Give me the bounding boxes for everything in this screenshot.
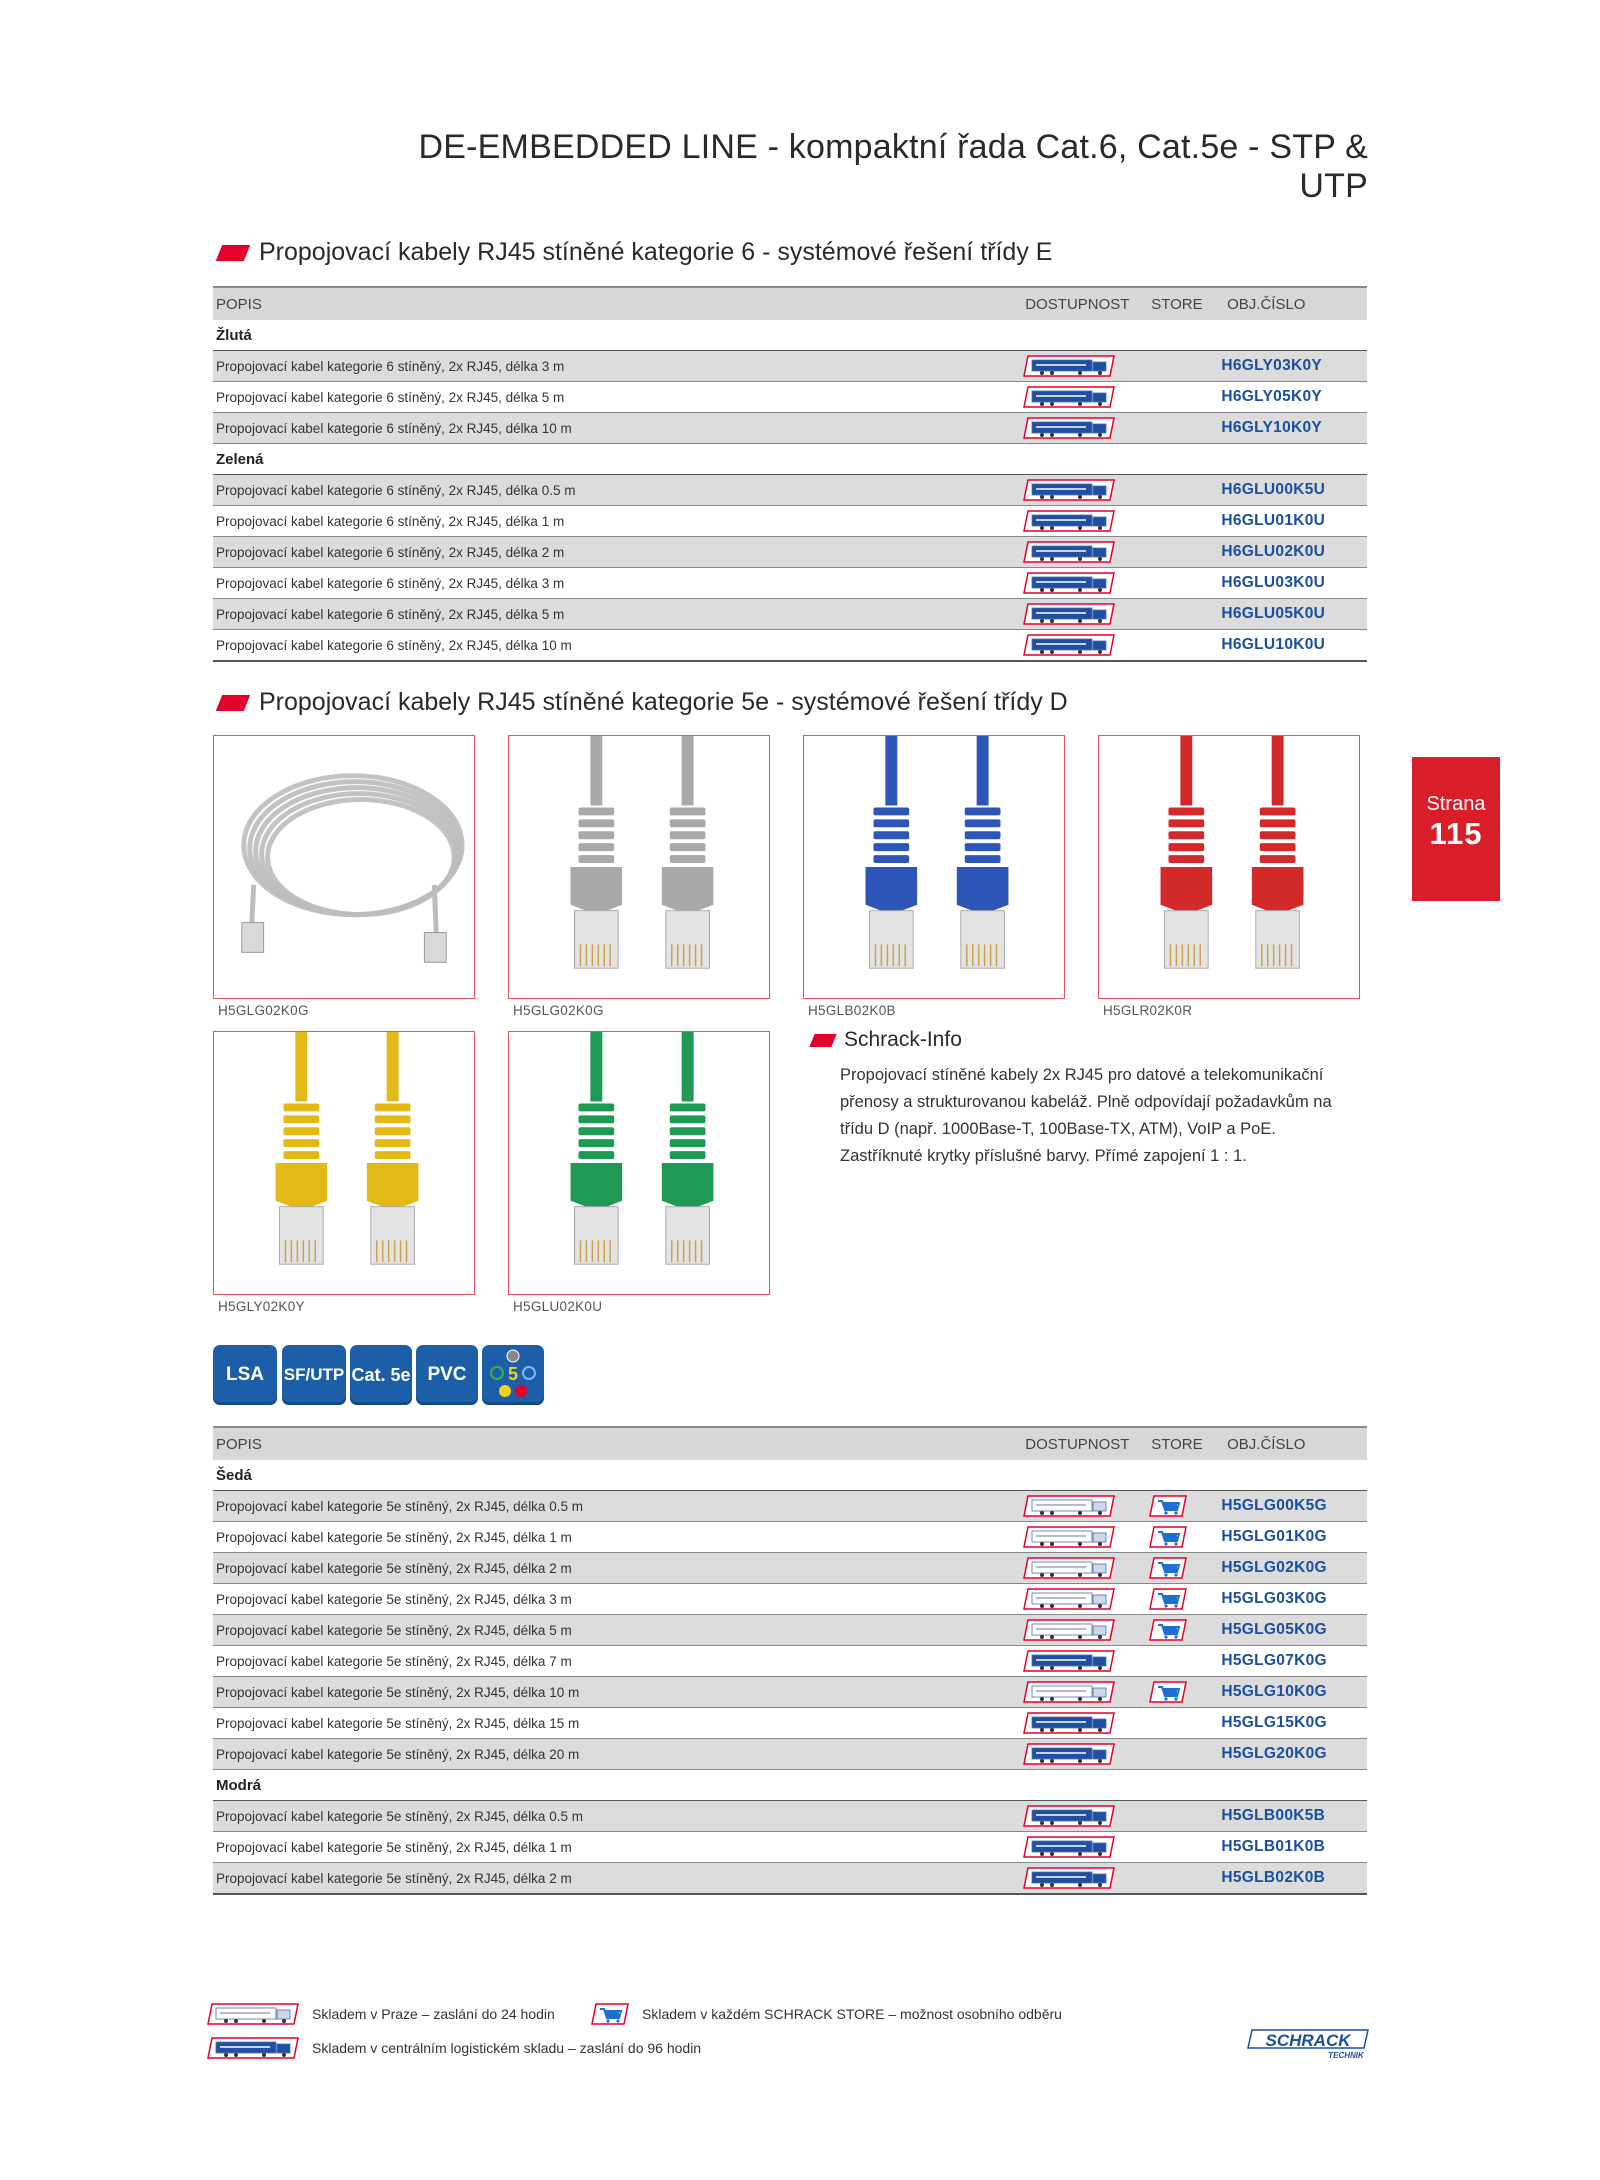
row-description: Propojovací kabel kategorie 6 stíněný, 2x RJ45, délka 3 m	[216, 575, 565, 591]
red-flag-icon	[216, 695, 250, 711]
section1-heading-text: Propojovací kabely RJ45 stíněné kategorie 6 - systémové řešení třídy E	[259, 238, 1053, 266]
table-row	[213, 568, 1367, 599]
order-code: H6GLU05K0U	[1221, 605, 1326, 622]
row-description: Propojovací kabel kategorie 6 stíněný, 2x RJ45, délka 10 m	[216, 420, 572, 436]
row-description: Propojovací kabel kategorie 6 stíněný, 2x RJ45, délka 5 m	[216, 606, 565, 622]
row-description: Propojovací kabel kategorie 5e stíněný, 2x RJ45, délka 0.5 m	[216, 1808, 583, 1824]
row-description: Propojovací kabel kategorie 5e stíněný, 2x RJ45, délka 1 m	[216, 1839, 572, 1855]
page-title: DE-EMBEDDED LINE - kompaktní řada Cat.6, Cat.5e - STP & UTP	[418, 128, 1368, 205]
order-code: H5GLG00K5G	[1221, 1497, 1327, 1514]
row-description: Propojovací kabel kategorie 5e stíněný, 2x RJ45, délka 7 m	[216, 1653, 572, 1669]
badge-pvc: PVC	[416, 1345, 478, 1405]
row-description: Propojovací kabel kategorie 6 stíněný, 2x RJ45, délka 2 m	[216, 544, 565, 560]
row-description: Propojovací kabel kategorie 5e stíněný, 2x RJ45, délka 1 m	[216, 1529, 572, 1545]
table-row	[213, 413, 1367, 444]
order-code: H5GLG03K0G	[1221, 1590, 1327, 1607]
order-code: H5GLG15K0G	[1221, 1714, 1327, 1731]
table-row	[213, 1522, 1367, 1553]
table-header	[213, 1426, 1367, 1460]
red-flag-icon	[809, 1034, 836, 1047]
cart-icon	[1148, 1494, 1188, 1518]
truck-central-icon	[1022, 385, 1116, 409]
info-title	[808, 1028, 962, 1052]
truck-central-icon	[1022, 633, 1116, 657]
truck-central-icon	[1022, 571, 1116, 595]
truck-central-icon	[1022, 354, 1116, 378]
truck-central-icon	[1022, 1804, 1116, 1828]
row-description: Propojovací kabel kategorie 5e stíněný, 2x RJ45, délka 10 m	[216, 1684, 580, 1700]
table-row	[213, 382, 1367, 413]
col-popis: POPIS	[216, 1435, 262, 1453]
table-row	[213, 537, 1367, 568]
page-tab	[1412, 757, 1500, 901]
section2-heading	[213, 688, 1068, 717]
schrack-logo	[1246, 2026, 1370, 2060]
photo-caption: H5GLB02K0B	[808, 1003, 896, 1018]
table-row	[213, 1553, 1367, 1584]
legend-central	[206, 2036, 701, 2060]
order-code: H5GLG20K0G	[1221, 1745, 1327, 1762]
order-code: H6GLU10K0U	[1221, 636, 1326, 653]
row-description: Propojovací kabel kategorie 6 stíněný, 2x RJ45, délka 0.5 m	[216, 482, 576, 498]
page-number: 115	[1429, 816, 1483, 851]
row-description: Propojovací kabel kategorie 6 stíněný, 2x RJ45, délka 3 m	[216, 358, 565, 374]
photo-caption: H5GLG02K0G	[218, 1003, 309, 1018]
product-table-cat5e	[213, 1426, 1367, 1895]
photo-caption: H5GLG02K0G	[513, 1003, 604, 1018]
truck-central-icon	[1022, 509, 1116, 533]
color-options-badge	[482, 1345, 544, 1405]
row-description: Propojovací kabel kategorie 5e stíněný, 2x RJ45, délka 15 m	[216, 1715, 580, 1731]
table-header	[213, 286, 1367, 320]
group-label: Šedá	[213, 1460, 1367, 1491]
row-description: Propojovací kabel kategorie 6 stíněný, 2x RJ45, délka 5 m	[216, 389, 565, 405]
section2-heading-text: Propojovací kabely RJ45 stíněné kategorie 5e - systémové řešení třídy D	[259, 688, 1068, 716]
row-description: Propojovací kabel kategorie 5e stíněný, 2x RJ45, délka 2 m	[216, 1870, 572, 1886]
table-row	[213, 599, 1367, 630]
truck-prague-icon	[1022, 1680, 1116, 1704]
order-code: H6GLY05K0Y	[1221, 388, 1323, 405]
badge-sf-utp: SF/UTP	[282, 1345, 346, 1405]
table-row	[213, 351, 1367, 382]
order-code: H6GLY03K0Y	[1221, 357, 1323, 374]
truck-prague-icon	[1022, 1618, 1116, 1642]
truck-prague-icon	[1022, 1494, 1116, 1518]
order-code: H5GLB01K0B	[1221, 1838, 1326, 1855]
table-row	[213, 475, 1367, 506]
row-description: Propojovací kabel kategorie 5e stíněný, 2x RJ45, délka 2 m	[216, 1560, 572, 1576]
table-row	[213, 1863, 1367, 1895]
truck-central-icon	[1022, 1866, 1116, 1890]
photo-caption: H5GLY02K0Y	[218, 1299, 305, 1314]
cable-photo	[508, 1031, 770, 1295]
legend-store-text: Skladem v každém SCHRACK STORE – možnost osobního odběru	[642, 2006, 1062, 2022]
legend-central-text: Skladem v centrálním logistickém skladu – zaslání do 96 hodin	[312, 2040, 702, 2056]
col-popis: POPIS	[216, 295, 262, 313]
order-code: H5GLG05K0G	[1221, 1621, 1327, 1638]
col-store: STORE	[1151, 295, 1203, 313]
group-label: Žlutá	[213, 320, 1367, 351]
order-code: H6GLU03K0U	[1221, 574, 1326, 591]
truck-central-icon	[1022, 540, 1116, 564]
cable-photo	[1098, 735, 1360, 999]
order-code: H6GLU02K0U	[1221, 543, 1326, 560]
row-description: Propojovací kabel kategorie 6 stíněný, 2x RJ45, délka 1 m	[216, 513, 565, 529]
badge-lsa: LSA	[213, 1345, 277, 1405]
col-dostupnost: DOSTUPNOST	[1025, 295, 1130, 313]
truck-prague-icon	[1022, 1556, 1116, 1580]
truck-prague-icon	[1022, 1525, 1116, 1549]
red-flag-icon	[216, 245, 250, 261]
truck-central-icon	[1022, 478, 1116, 502]
cart-icon	[1148, 1556, 1188, 1580]
order-code: H5GLG02K0G	[1221, 1559, 1327, 1576]
cart-icon	[1148, 1525, 1188, 1549]
col-dostupnost: DOSTUPNOST	[1025, 1435, 1130, 1453]
cart-icon	[1148, 1618, 1188, 1642]
color-count: 5	[507, 1364, 519, 1384]
group-label: Zelená	[213, 444, 1367, 475]
table-row	[213, 1739, 1367, 1770]
info-text: Propojovací stíněné kabely 2x RJ45 pro datové a telekomunikační přenosy a strukturovanou kabeláž. Plně odpovídají požadavkům na třídu D (např. 1000Base-T, 100Base-TX, ATM), VoIP a PoE. Zastříknuté krytky příslušné barvy. Přímé zapojení 1 : 1.	[840, 1066, 1332, 1165]
row-description: Propojovací kabel kategorie 5e stíněný, 2x RJ45, délka 3 m	[216, 1591, 572, 1607]
truck-central-icon	[1022, 416, 1116, 440]
row-description: Propojovací kabel kategorie 5e stíněný, 2x RJ45, délka 20 m	[216, 1746, 580, 1762]
legend-prague	[206, 2002, 555, 2026]
table-body	[213, 1460, 1367, 1895]
row-description: Propojovací kabel kategorie 5e stíněný, 2x RJ45, délka 5 m	[216, 1622, 572, 1638]
legend-prague-text: Skladem v Praze – zaslání do 24 hodin	[312, 2006, 555, 2022]
cart-icon	[590, 2002, 630, 2026]
truck-central-icon	[1022, 1835, 1116, 1859]
photo-caption: H5GLU02K0U	[513, 1299, 603, 1314]
order-code: H6GLU01K0U	[1221, 512, 1326, 529]
order-code: H5GLG10K0G	[1221, 1683, 1327, 1700]
order-code: H6GLY10K0Y	[1221, 419, 1323, 436]
page-tab-label: Strana	[1426, 793, 1486, 815]
info-title-text: Schrack-Info	[844, 1028, 962, 1051]
order-code: H6GLU00K5U	[1221, 481, 1326, 498]
logo-sub: TECHNIK	[1328, 2051, 1364, 2060]
badge-cat5e: Cat. 5e	[350, 1345, 412, 1405]
cart-icon	[1148, 1587, 1188, 1611]
photo-caption: H5GLR02K0R	[1103, 1003, 1193, 1018]
order-code: H5GLG07K0G	[1221, 1652, 1327, 1669]
truck-prague-icon	[206, 2002, 300, 2026]
table-row	[213, 1801, 1367, 1832]
table-row	[213, 1708, 1367, 1739]
product-table-cat6	[213, 286, 1367, 662]
table-row	[213, 1677, 1367, 1708]
table-row	[213, 1584, 1367, 1615]
table-row	[213, 506, 1367, 537]
truck-central-icon	[1022, 1649, 1116, 1673]
order-code: H5GLB00K5B	[1221, 1807, 1326, 1824]
cable-photo	[803, 735, 1065, 999]
table-row	[213, 630, 1367, 662]
truck-central-icon	[1022, 1742, 1116, 1766]
color-dots-icon	[482, 1345, 544, 1405]
table-body	[213, 320, 1367, 662]
col-obj-cislo: OBJ.ČÍSLO	[1227, 295, 1306, 313]
table-row	[213, 1832, 1367, 1863]
section1-heading	[213, 238, 1052, 267]
col-store: STORE	[1151, 1435, 1203, 1453]
legend-store	[590, 2002, 1062, 2026]
row-description: Propojovací kabel kategorie 6 stíněný, 2x RJ45, délka 10 m	[216, 637, 572, 653]
truck-central-icon	[1022, 602, 1116, 626]
truck-prague-icon	[1022, 1587, 1116, 1611]
cable-photo	[213, 735, 475, 999]
order-code: H5GLB02K0B	[1221, 1869, 1326, 1886]
cable-photo	[508, 735, 770, 999]
col-obj-cislo: OBJ.ČÍSLO	[1227, 1435, 1306, 1453]
group-label: Modrá	[213, 1770, 1367, 1801]
row-description: Propojovací kabel kategorie 5e stíněný, 2x RJ45, délka 0.5 m	[216, 1498, 583, 1514]
table-row	[213, 1491, 1367, 1522]
cable-photo	[213, 1031, 475, 1295]
logo-text: SCHRACK	[1265, 2031, 1351, 2050]
order-code: H5GLG01K0G	[1221, 1528, 1327, 1545]
table-row	[213, 1615, 1367, 1646]
cart-icon	[1148, 1680, 1188, 1704]
truck-central-icon	[1022, 1711, 1116, 1735]
table-row	[213, 1646, 1367, 1677]
truck-central-icon	[206, 2036, 300, 2060]
